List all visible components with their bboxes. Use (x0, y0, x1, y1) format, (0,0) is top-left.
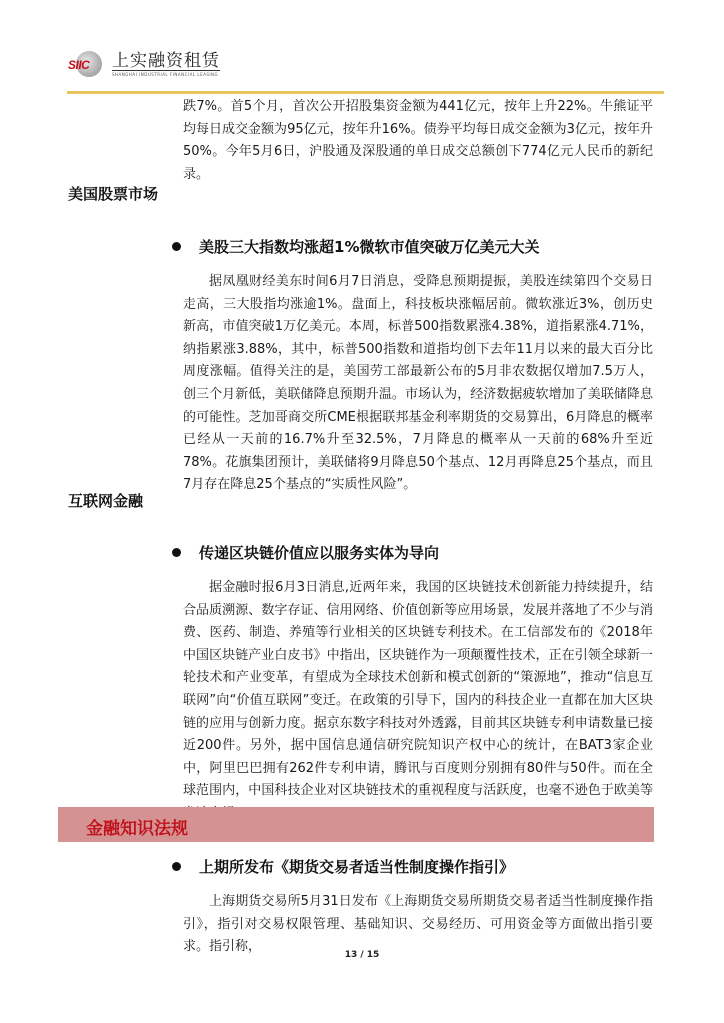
article-title: 上期所发布《期货交易者适当性制度操作指引》 (199, 858, 515, 876)
section-heading-internet-finance: 互联网金融 (68, 492, 144, 510)
section-heading-us-stocks: 美国股票市场 (68, 185, 159, 203)
article-heading-futures-guideline (172, 856, 514, 877)
bullet-icon (172, 548, 181, 557)
bullet-icon (172, 242, 181, 251)
article-body-futures-guideline: 上海期货交易所5月31日发布《上海期货交易所期货交易者适当性制度操作指引》，指引对交易权限管理、基础知识、交易经历、可用资金等方面做出指引要求。指引称， (183, 894, 653, 955)
article-title: 传递区块链价值应以服务实体为导向 (199, 544, 440, 562)
article-heading-blockchain (172, 542, 439, 563)
logo-abbr: SIIC (68, 58, 90, 72)
logo-english-name: SHANGHAI INDUSTRIAL FINANCIAL LEASING (112, 72, 219, 77)
bullet-icon (172, 862, 181, 871)
intro-paragraph: 跌7%。首5个月，首次公开招股集资金额为441亿元，按年上升22%。牛熊证平均每日成交金额为95亿元，按年升16%。债券平均每日成交金额为3亿元，按年升50%。今年5月6日，沪股通及深股通的单日成交总额创下774亿元人民币的新纪录。 (183, 99, 653, 182)
company-logo (68, 50, 220, 80)
article-title: 美股三大指数均涨超1%微软市值突破万亿美元大关 (199, 238, 540, 256)
article-body-blockchain: 据金融时报6月3日消息,近两年来，我国的区块链技术创新能力持续提升，结合品质溯源、数字存证、信用网络、价值创新等应用场景，发展并落地了不少与消费、医药、制造、养殖等行业相关的区块链专利技术。在工信部发布的《2018年中国区块链产业白皮书》中指出，区块链作为一项颠覆性技术，正在引领全球新一轮技术和产业变革，有望成为全球技术创新和模式创新的“策源地”，推动“信息互联网”向“价值互联网”变迁。在政策的引导下，国内的科技企业一直都在加大区块链的应用与创新力度。据京东数字科技对外透露，目前其区块链专利申请数量已接近200件。另外，据中国信息通信研究院知识产权中心的统计，在BAT3家企业中，阿里巴巴拥有262件专利申请，腾讯与百度则分别拥有80件与50件。而在全球范围内，中国科技企业对区块链技术的重视程度与活跃度，也毫不逊色于欧美等 (183, 580, 653, 799)
header-divider (67, 91, 664, 94)
article-heading-us-stocks (172, 236, 539, 257)
band-title: 金融知识法规 (86, 819, 188, 839)
article-body-us-stocks: 据凤凰财经美东时间6月7日消息，受降息预期提振，美股连续第四个交易日走高，三大股指均涨逾1%。盘面上，科技板块涨幅居前。微软涨近3%，创历史新高，市值突破1万亿美元。本周，标普500指数累涨4.38%，道指累涨4.71%，纳指累涨3.88%，其中，标普500指数和道指均创下去年11月以来的最大百分比周度涨幅。值得关注的是，美国劳工部最新公布的5月非农数据仅增加7.5万人，创三个月新低，美联储降息预期升温。市场认为，经济数据疲软增加了美联储降息的可能性。芝加哥商交所CME根据联邦基金利率期货的交易算出，6月降息的概率已经从一天前的16.7%升至32.5%，7月降息的概率从一天前的68%升至近78%。花旗集团预计，美联储将9月降息50个基点、12月再降息25个基点，而且7月存在降息25个基点的“实质性风险”。 (183, 274, 653, 493)
section-band-financial-regulations (58, 807, 654, 842)
logo-chinese-name: 上实融资租赁 (112, 51, 220, 71)
page-number: 13 / 15 (344, 950, 380, 960)
siic-logo-icon (68, 51, 108, 79)
